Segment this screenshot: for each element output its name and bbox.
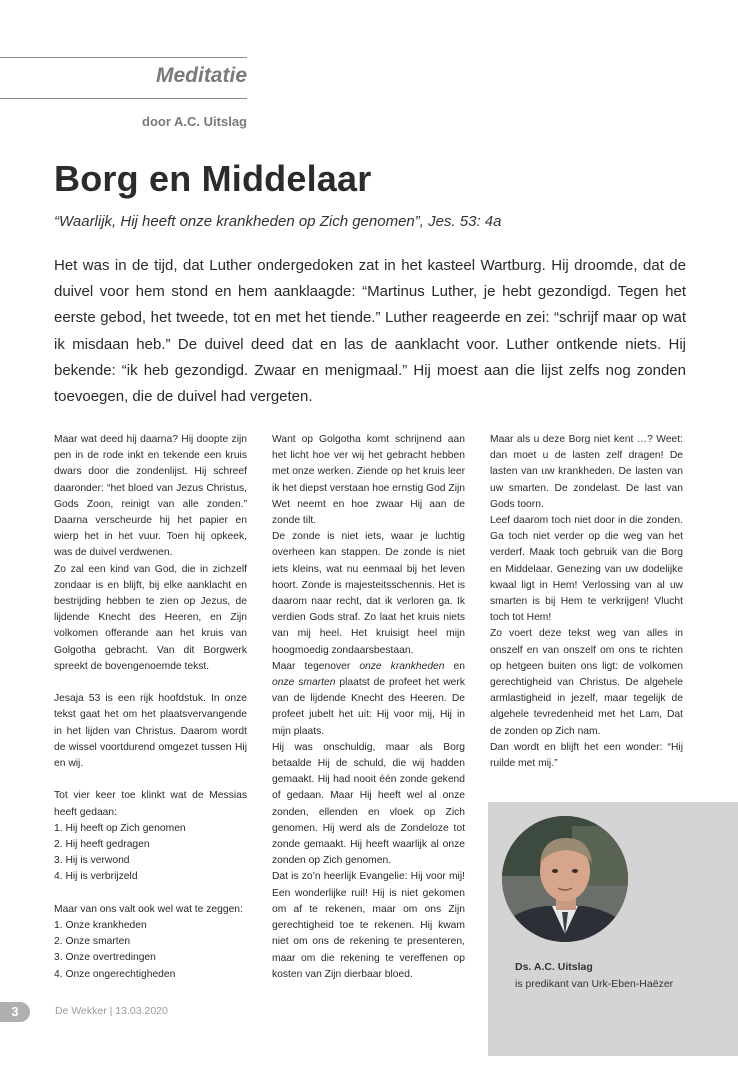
emphasis-text: onze smarten: [272, 677, 336, 689]
paragraph: Maar als u deze Borg niet kent …? Weet: dan moet u de lasten zelf dragen! De lasten van uw krankheden. De lasten van uw smarten. De zondelast. De last van Gods toorn.: [490, 434, 683, 510]
paragraph: Tot vier keer toe klinkt wat de Messias heeft gedaan:: [54, 790, 247, 818]
paragraph: Want op Golgotha komt schrijnend aan het licht hoe ver wij het gebracht hebben met onze werken. Ziende op het kruis leer ik het diepst verstaan hoe ernstig God Zijn Wet neemt en hoe zwaar Hij aan de zonde tilt.: [272, 434, 465, 527]
header-rule-bottom: [0, 98, 247, 99]
paragraph: Dat is zo’n heerlijk Evangelie: Hij voor mij! Een wonderlijke ruil! Hij is niet gekomen om af te rekenen, maar om ons Zijn gerechtigheid toe te rekenen. Hij kwam niet om ons de rekening te presenteren, maar om die rekening te vereffenen op kosten van Zijn dierbaar bloed.: [272, 871, 465, 980]
author-description: is predikant van Urk-Eben-Haëzer: [515, 978, 674, 990]
list-item: 3. Onze overtredingen: [54, 952, 156, 964]
text-run: Maar tegenover: [272, 660, 360, 672]
section-title: Meditatie: [155, 64, 247, 87]
paragraph: De zonde is niet iets, waar je luchtig overheen kan stappen. De zonde is niet iets kleins, wat nu eenmaal bij het leven hoort. Zonde is majesteitsschennis. Het is daarom naar recht, dat ik verloren ga. Ik verdien Gods straf. Zo laat het kruis niets van mij heel. Het kruisigt heel mijn hoogmoedig zondaarsbestaan.: [272, 531, 465, 656]
emphasis-text: onze krankheden: [359, 660, 445, 672]
author-box: [488, 802, 738, 1056]
publication-footer: De Wekker | 13.03.2020: [55, 1005, 168, 1017]
ons-list: [54, 918, 247, 983]
text-column-2: [272, 432, 465, 983]
list-item: 4. Hij is verbrijzeld: [54, 871, 138, 883]
list-item: 1. Hij heeft op Zich genomen: [54, 822, 186, 834]
header-rule-top: [0, 57, 247, 58]
text-column-3: [490, 432, 683, 772]
list-item: 3. Hij is verwond: [54, 855, 130, 867]
paragraph: [272, 659, 465, 740]
bible-quote: “Waarlijk, Hij heeft onze krankheden op Zich genomen”, Jes. 53: 4a: [54, 213, 502, 230]
paragraph: Maar wat deed hij daarna? Hij doopte zijn pen in de rode inkt en tekende een kruis dwars door die zondenlijst. Hij schreef daaronder: “het bloed van Jezus Christus, Gods Zoon, reinigt van alle zonden.” Daarna verscheurde hij het papier en wierp het in het vuur. Toen hij opkeek, was de duivel verdwenen.: [54, 434, 247, 559]
text-column-1: [54, 432, 247, 983]
text-run: en: [444, 660, 465, 672]
author-byline: door A.C. Uitslag: [142, 114, 247, 129]
list-item: 4. Onze ongerechtigheden: [54, 968, 176, 980]
paragraph: Dan wordt en blijft het een wonder: “Hij ruilde met mij.”: [490, 741, 683, 770]
paragraph: Leef daarom toch niet door in die zonden. Ga toch niet verder op die weg van het verderf. Maak toch gebruik van die Borg en Middelaar. Genezing van uw dodelijke kwaal ligt in Hem! Verlossing van al uw smarten is bij Hem te verkrijgen! Vlucht toch tot Hem!: [490, 515, 683, 624]
text-run: plaatst de profeet het werk van de lijdende Knecht des Heeren. De profeet jubelt het uit: Hij voor mij, Hij in mijn plaats.: [272, 677, 465, 737]
author-portrait: [502, 816, 628, 942]
intro-paragraph: Het was in de tijd, dat Luther ondergedoken zat in het kasteel Wartburg. Hij droomde, dat de duivel voor hem stond en hem aanklaagde: “Martinus Luther, je hebt gezondigd. Tegen het eerste gebod, het tweede, tot en met het tiende.” Luther reageerde en zei: “schrijf maar op wat ik misdaan heb.” De duivel deed dat en las de aanklacht voor. Luther ontkende niets. Hij bekende: “ik heb gezondigd. Zwaar en menigmaal.” Hij moest aan die lijst zelfs nog zonden toevoegen, die de duivel had vergeten.: [54, 257, 686, 406]
list-item: 2. Hij heeft gedragen: [54, 839, 150, 851]
article-title: Borg en Middelaar: [54, 158, 372, 199]
paragraph: Maar van ons valt ook wel wat te zeggen:: [54, 903, 243, 915]
list-item: 1. Onze krankheden: [54, 920, 147, 932]
messias-list: [54, 821, 247, 886]
author-name: Ds. A.C. Uitslag: [515, 961, 593, 973]
portrait-image: [502, 816, 628, 942]
page-number: 3: [0, 1002, 30, 1022]
paragraph: Hij was onschuldig, maar als Borg betaalde Hij de schuld, die wij hadden gemaakt. Hij had nooit één zonde gekend of gedaan. Maar Hij heeft wel al onze zonden, ellenden en vloek op Zich genomen. Hij werd als de Zondeloze tot zonde gemaakt. Hij heeft waarlijk al onze zonden op Zich genomen.: [272, 741, 465, 867]
paragraph: Zo voert deze tekst weg van alles in onszelf en van onszelf om ons te richten op hetgeen buiten ons ligt: de volkomen gerechtigheid van Christus. De algehele armlastigheid in jezelf, maar tegelijk de algehele tevredenheid met het Lam, Dat de zonden op Zich nam.: [490, 628, 683, 737]
list-item: 2. Onze smarten: [54, 936, 131, 948]
paragraph: Zo zal een kind van God, die in zichzelf zondaar is en blijft, bij elke aanklacht en bestrijding hebben te zien op Jezus, de lijdende Knecht des Heeren, en Zijn volkomen offerande aan het kruis van Golgotha gebracht. Van dit Borgwerk spreekt de bovengenoemde tekst.: [54, 563, 247, 672]
paragraph: Jesaja 53 is een rijk hoofdstuk. In onze tekst gaat het om het plaatsvervangende in het lijden van Christus. Daarom wordt de wissel voortdurend omgezet tussen Hij en wij.: [54, 693, 247, 770]
